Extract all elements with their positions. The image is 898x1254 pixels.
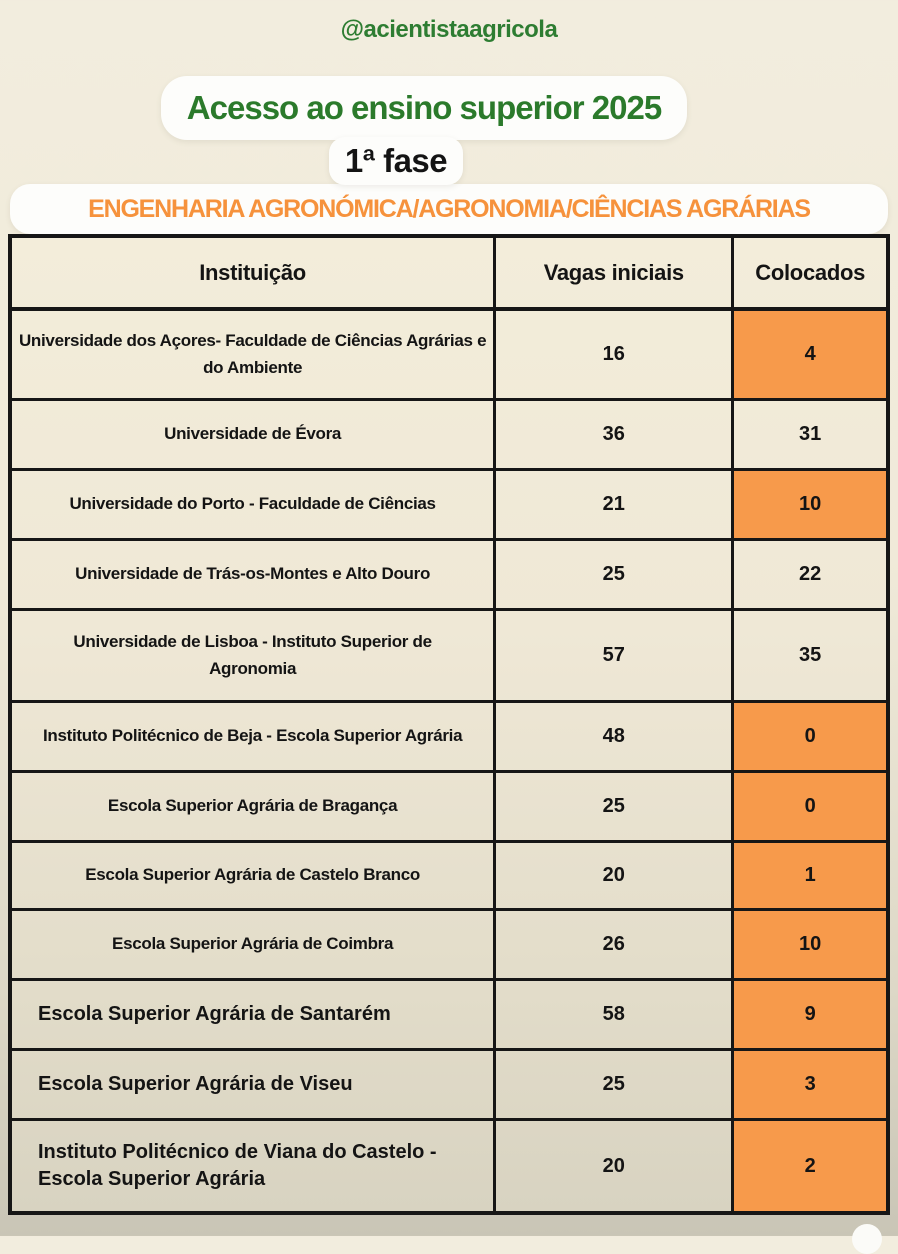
vagas-value: 20 — [602, 1154, 625, 1177]
institution-name: Universidade de Évora — [164, 424, 342, 444]
colocados-value: 0 — [804, 725, 816, 747]
colocados-value: 2 — [804, 1154, 816, 1177]
table-row — [12, 311, 886, 401]
vagas-cell — [496, 773, 734, 840]
institution-name: Universidade de Trás-os-Montes e Alto Douro — [75, 564, 431, 584]
vagas-cell — [496, 611, 734, 700]
colocados-cell — [734, 401, 886, 468]
header-colocados: Colocados — [755, 259, 866, 285]
institution-cell — [12, 1121, 496, 1211]
table-row — [12, 981, 886, 1051]
colocados-cell — [734, 311, 886, 398]
colocados-value: 35 — [799, 644, 822, 666]
institution-cell — [12, 611, 496, 700]
institution-cell — [12, 1051, 496, 1118]
vagas-value: 48 — [602, 725, 625, 747]
vagas-value: 58 — [602, 1003, 625, 1025]
colocados-cell — [734, 1051, 886, 1118]
vagas-cell — [496, 703, 734, 770]
institution-name: Escola Superior Agrária de Bragança — [107, 796, 398, 816]
table-row — [12, 843, 886, 911]
institution-name: Instituto Politécnico de Viana do Castelo - Escola Superior Agrária — [38, 1141, 437, 1190]
vagas-cell — [496, 1121, 734, 1211]
colocados-cell — [734, 911, 886, 978]
institution-cell — [12, 311, 496, 398]
institution-name: Escola Superior Agrária de Santarém — [38, 1003, 391, 1025]
vagas-value: 36 — [602, 423, 625, 445]
colocados-value: 1 — [804, 864, 816, 886]
vagas-cell — [496, 843, 734, 908]
institution-cell — [12, 981, 496, 1048]
institution-cell — [12, 911, 496, 978]
vagas-value: 16 — [602, 343, 625, 365]
colocados-value: 10 — [799, 493, 822, 515]
admissions-table — [8, 234, 890, 1215]
institution-name: Universidade de Lisboa - Instituto Superior de Agronomia — [73, 632, 432, 678]
institution-name: Escola Superior Agrária de Viseu — [38, 1073, 353, 1095]
colocados-cell — [734, 471, 886, 538]
vagas-value: 21 — [602, 493, 625, 515]
account-handle: @acientistaagricola — [340, 16, 558, 43]
vagas-cell — [496, 541, 734, 608]
institution-name: Escola Superior Agrária de Coimbra — [112, 934, 394, 954]
main-title-pill — [161, 76, 687, 140]
vagas-cell — [496, 401, 734, 468]
vagas-cell — [496, 981, 734, 1048]
institution-cell — [12, 773, 496, 840]
institution-cell — [12, 703, 496, 770]
colocados-value: 3 — [804, 1073, 816, 1095]
table-body — [12, 311, 886, 1211]
colocados-value: 22 — [799, 563, 822, 585]
subject-title: ENGENHARIA AGRONÓMICA/AGRONOMIA/CIÊNCIAS AGRÁRIAS — [88, 194, 810, 223]
vagas-value: 25 — [602, 563, 625, 585]
table-row — [12, 401, 886, 471]
table-row — [12, 703, 886, 773]
subject-pill — [10, 184, 888, 234]
institution-cell — [12, 541, 496, 608]
colocados-cell — [734, 981, 886, 1048]
colocados-cell — [734, 1121, 886, 1211]
vagas-value: 26 — [602, 933, 625, 955]
institution-cell — [12, 471, 496, 538]
vagas-value: 25 — [602, 1073, 625, 1095]
phase-pill — [329, 137, 463, 185]
table-row — [12, 471, 886, 541]
colocados-cell — [734, 773, 886, 840]
colocados-value: 0 — [804, 795, 816, 817]
institution-name: Escola Superior Agrária de Castelo Branco — [85, 865, 420, 885]
table-row — [12, 611, 886, 703]
table-row — [12, 911, 886, 981]
vagas-cell — [496, 311, 734, 398]
institution-cell — [12, 843, 496, 908]
table-header-row — [12, 238, 886, 311]
main-title: Acesso ao ensino superior 2025 — [186, 89, 662, 126]
institution-name: Universidade do Porto - Faculdade de Ciências — [69, 494, 436, 514]
colocados-cell — [734, 843, 886, 908]
vagas-cell — [496, 1051, 734, 1118]
colocados-cell — [734, 703, 886, 770]
table-row — [12, 1121, 886, 1211]
colocados-value: 10 — [799, 933, 822, 955]
institution-name: Instituto Politécnico de Beja - Escola Superior Agrária — [42, 726, 463, 746]
table-row — [12, 1051, 886, 1121]
colocados-value: 4 — [804, 343, 816, 365]
table-row — [12, 541, 886, 611]
vagas-value: 57 — [602, 644, 625, 666]
colocados-value: 31 — [799, 423, 822, 445]
colocados-value: 9 — [804, 1003, 816, 1025]
vagas-cell — [496, 911, 734, 978]
institution-cell — [12, 401, 496, 468]
header-institution: Instituição — [12, 238, 496, 307]
colocados-cell — [734, 541, 886, 608]
vagas-value: 20 — [602, 864, 625, 886]
avatar-peek-circle — [852, 1224, 882, 1254]
vagas-cell — [496, 471, 734, 538]
phase-label: 1ª fase — [344, 142, 448, 179]
institution-name: Universidade dos Açores- Faculdade de Ciências Agrárias e do Ambiente — [18, 331, 487, 377]
header-vagas-iniciais: Vagas iniciais — [496, 238, 734, 307]
colocados-cell — [734, 611, 886, 700]
vagas-value: 25 — [602, 795, 625, 817]
table-row — [12, 773, 886, 843]
